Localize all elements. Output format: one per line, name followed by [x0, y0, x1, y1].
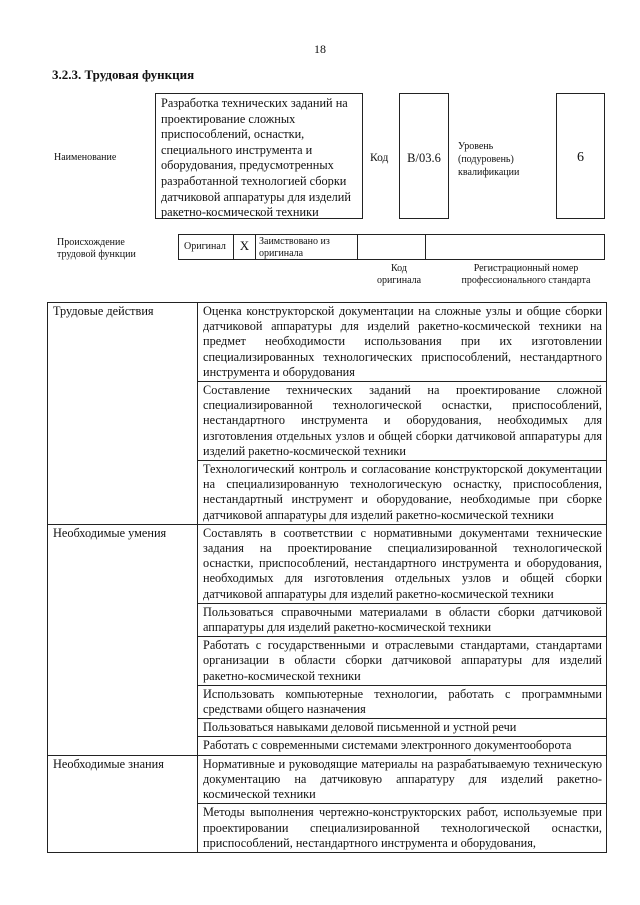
origin-label-text: Происхождение трудовой функции — [57, 237, 136, 260]
table-row — [48, 303, 607, 382]
item-cell: Работать с современными системами электронного документооборота — [198, 737, 607, 755]
item-cell: Технологический контроль и согласование конструкторской документации на специализированную технологическую оснастку, приспособления, нестандартный инструмент и оборудование, необходимые при сборке датчиковой аппаратуры для изделий ракетно-космической техники — [198, 461, 607, 525]
qualification-level-box: 6 — [556, 93, 605, 219]
category-cell: Необходимые умения — [48, 524, 198, 755]
item-cell: Методы выполнения чертежно-конструкторских работ, используемые при проектировании специализированной технологической оснастки, приспособлений, нестандартного инструмента и оборудования, — [198, 804, 607, 853]
item-cell: Использовать компьютерные технологии, работать с программными средствами общего назначения — [198, 685, 607, 718]
labor-function-table-body — [48, 303, 607, 853]
registration-number-caption: Регистрационный номер профессионального стандарта — [461, 263, 591, 286]
table-row — [48, 755, 607, 804]
item-cell: Нормативные и руководящие материалы на разрабатываемую техническую документацию на датчиковую аппаратуру для изделий ракетно-космической техники — [198, 755, 607, 804]
original-code-caption: Код оригинала — [376, 263, 422, 286]
category-cell: Трудовые действия — [48, 303, 198, 525]
item-cell: Пользоваться справочными материалами в области сборки датчиковой аппаратуры для изделий ракетно-космической техники — [198, 603, 607, 636]
origin-table — [178, 234, 605, 260]
qualification-level-text: Уровень (подуровень) квалификации — [458, 141, 520, 178]
item-cell: Работать с государственными и отраслевыми стандартами, стандартами организации в области сборки датчиковой аппаратуры для изделий ракетно-космической техники — [198, 637, 607, 686]
item-cell: Составлять в соответствии с нормативными документами технические задания на проектирование специализированной технологической оснастки, приспособлений, нестандартного инструмента и оборудования, необходимых для изготовления отдельных узлов и общей сборки датчиковой аппаратуры для изделий ракетно-космической техники — [198, 524, 607, 603]
labor-function-table — [47, 302, 607, 853]
function-code-box: B/03.6 — [399, 93, 449, 219]
item-cell: Составление технических заданий на проектирование сложной специализированной технологической оснастки, приспособлений, нестандартного инструмента и оборудования, необходимых для изготовления отдельных узлов и общей сборки датчиковой аппаратуры для изделий ракетно-космической техники — [198, 382, 607, 461]
table-row — [48, 524, 607, 603]
name-label: Наименование — [54, 152, 117, 163]
qualification-level-label — [458, 140, 536, 179]
code-label: Код — [370, 152, 389, 164]
original-mark: X — [234, 235, 256, 259]
original-label: Оригинал — [179, 235, 234, 259]
item-cell: Оценка конструкторской документации на сложные узлы и общие сборки датчиковой аппаратуры для изделий ракетно-космической техники на предмет необходимости использования при их изготовлении специализированных технологических приспособлений, нестандартного инструмента и оборудования — [198, 303, 607, 382]
page-number: 18 — [314, 42, 326, 56]
registration-number-cell — [426, 235, 604, 259]
category-cell: Необходимые знания — [48, 755, 198, 852]
function-name-box: Разработка технических заданий на проектирование сложных приспособлений, оснастки, специального инструмента и оборудования, предусмотренных разработанной технологией сборки датчиковой аппаратуры для изделий ракетно-космической техники — [155, 93, 363, 219]
origin-label — [57, 237, 152, 261]
borrowed-label: Заимствовано из оригинала — [256, 235, 358, 259]
section-title: 3.2.3. Трудовая функция — [52, 67, 195, 82]
item-cell: Пользоваться навыками деловой письменной и устной речи — [198, 719, 607, 737]
original-code-cell — [358, 235, 426, 259]
